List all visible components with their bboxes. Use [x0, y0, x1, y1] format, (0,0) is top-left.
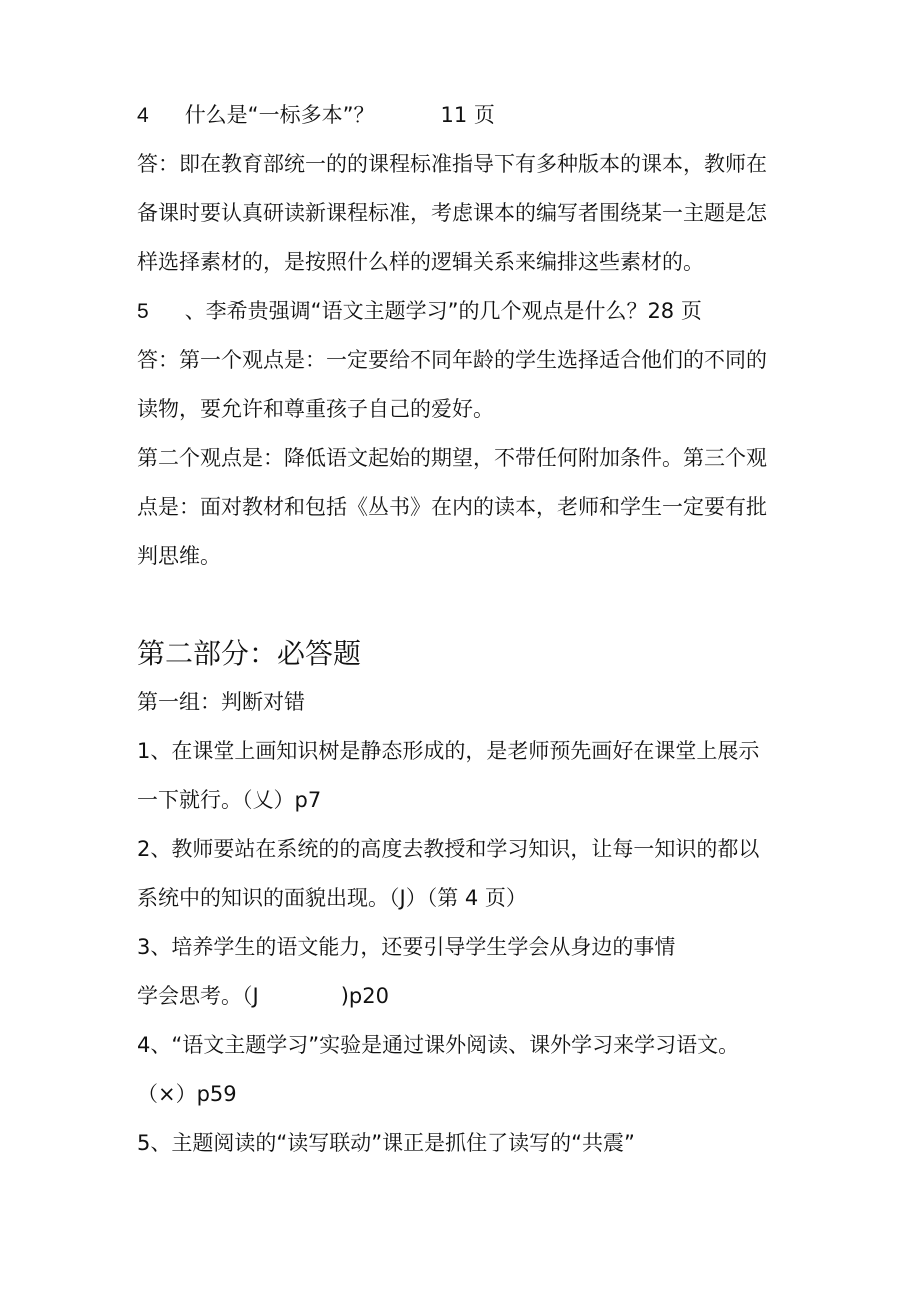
item-2-line-1: 2、教师要站在系统的的高度去教授和学习知识，让每一知识的都以: [137, 837, 760, 861]
answer-4-line-1: 答：即在教育部统一的的课程标准指导下有多种版本的课本，教师在: [137, 152, 767, 176]
answer-4-line-2: 备课时要认真研读新课程标准，考虑课本的编写者围绕某一主题是怎: [137, 201, 767, 225]
question-4-number: 4: [137, 104, 149, 127]
item-3-page: )p20: [340, 984, 389, 1008]
question-5-text: 、李希贵强调“语文主题学习”的几个观点是什么？28 页: [184, 299, 702, 323]
item-3-line-1: 3、培养学生的语文能力，还要引导学生学会从身边的事情: [137, 935, 676, 959]
item-2-line-2: 系统中的知识的面貌出现。（J）（第 4 页）: [137, 886, 527, 910]
question-4-text: 什么是“一标多本”？: [184, 103, 375, 127]
answer-5-line-1: 答：第一个观点是：一定要给不同年龄的学生选择适合他们的不同的: [137, 348, 767, 372]
group-title: 第一组：判断对错: [137, 690, 305, 714]
item-4-line-1: 4、“语文主题学习”实验是通过课外阅读、课外学习来学习语文。: [137, 1033, 740, 1057]
item-1-line-1: 1、在课堂上画知识树是静态形成的，是老师预先画好在课堂上展示: [137, 739, 760, 763]
question-5-number: 5: [137, 300, 149, 323]
item-1-line-2: 一下就行。（乂）p7: [137, 788, 322, 812]
item-4-line-2: （×）p59: [137, 1082, 237, 1106]
question-4-page: 11 页: [440, 103, 495, 127]
answer-5-line-5: 判思维。: [137, 544, 221, 568]
item-3-answer: 学会思考。（J: [137, 984, 259, 1008]
section-heading: 第二部分：必答题: [137, 637, 362, 670]
item-5-line-1: 5、主题阅读的“读写联动”课正是抓住了读写的“共震”: [137, 1131, 635, 1155]
answer-5-line-2: 读物，要允许和尊重孩子自己的爱好。: [137, 397, 494, 421]
question-5: [137, 297, 702, 326]
question-4: [137, 101, 495, 130]
item-3-line-2: [137, 982, 389, 1010]
answer-5-line-3: 第二个观点是：降低语文起始的期望，不带任何附加条件。第三个观: [137, 446, 767, 470]
answer-5-line-4: 点是：面对教材和包括《丛书》在内的读本，老师和学生一定要有批: [137, 495, 767, 519]
answer-4-line-3: 样选择素材的，是按照什么样的逻辑关系来编排这些素材的。: [137, 250, 704, 274]
